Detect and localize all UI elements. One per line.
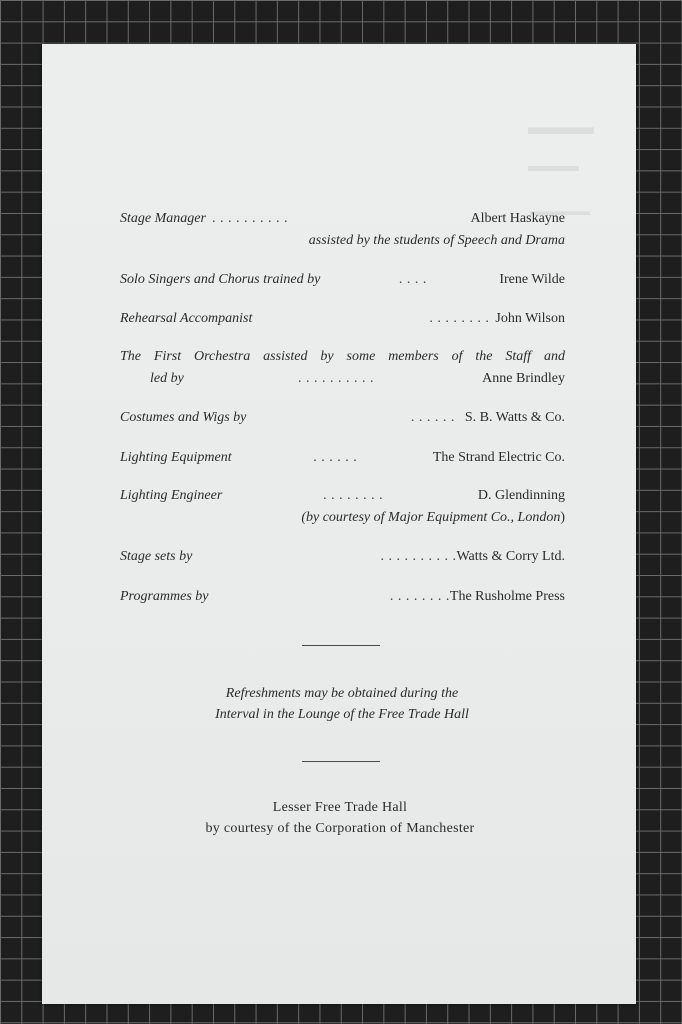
role-word: members [388,349,439,364]
credit-programmes [120,586,565,608]
venue-note [140,797,540,839]
credit-name: John Wilson [495,311,565,326]
credit-role: Costumes and Wigs by [120,410,247,425]
leader-dots: . . . . . . . . . . [211,211,288,226]
leader-dots: . . . . [398,272,427,287]
credit-role: Solo Singers and Chorus trained by [120,272,321,287]
credit-rehearsal-accompanist [120,308,565,330]
role-word: and [543,349,565,364]
role-word: Staff [505,349,532,364]
credit-lighting-engineer [120,485,565,529]
credit-solo-singers [120,269,565,291]
note-company: Major Equipment Co., London [388,510,561,525]
leader-dots: . . . . . . . . [323,488,384,503]
refreshments-line: Refreshments may be obtained during the [225,686,459,701]
credit-first-orchestra [120,346,565,390]
credit-role: Stage Manager [120,211,206,226]
credit-role: Stage sets by [120,549,193,564]
credit-name: The Strand Electric Co. [432,450,565,465]
credit-role-line [120,346,565,368]
credit-costumes [120,407,565,429]
refreshments-note [150,683,534,725]
credit-role: led by [150,371,184,386]
credit-stage-manager [120,208,565,252]
credit-name: Watts & Corry Ltd. [456,549,565,564]
credit-name: D. Glendinning [477,488,565,503]
role-word: of [451,349,463,364]
role-word: The [120,349,141,364]
credit-role: Rehearsal Accompanist [120,311,253,326]
show-through-text: ▬▬▬ [528,156,579,175]
credit-note [120,507,565,529]
leader-dots: . . . . . . [313,450,358,465]
note-prefix: (by courtesy of [301,510,389,525]
leader-dots: . . . . . . . . . . [380,549,457,564]
credit-role: Lighting Engineer [120,488,223,503]
credit-name: Irene Wilde [499,272,565,287]
role-word: Orchestra [194,349,251,364]
credit-name: Albert Haskayne [470,211,565,226]
credit-stage-sets [120,546,565,568]
role-word: by [320,349,334,364]
credit-name: The Rusholme Press [449,589,565,604]
leader-dots: . . . . . . [410,410,455,425]
divider-rule [302,645,380,646]
credit-note: assisted by the students of Speech and Drama [308,233,565,248]
leader-dots: . . . . . . . . [389,589,450,604]
show-through-text: ▬▬▬▬▬ [530,204,590,218]
role-word: some [346,349,376,364]
role-word: the [475,349,493,364]
divider-rule [302,761,380,762]
role-word: assisted [263,349,308,364]
credit-role: Programmes by [120,589,209,604]
venue-line: by courtesy of the Corporation of Manchester [205,821,475,836]
credit-role: Lighting Equipment [120,450,232,465]
leader-dots: . . . . . . . . . . [298,371,374,386]
credit-name: Anne Brindley [482,371,565,386]
role-word: First [153,349,182,364]
show-through-text: ▬▬▬ [528,114,594,139]
note-suffix: ) [560,510,565,525]
credit-name: S. B. Watts & Co. [464,410,565,425]
leader-dots: . . . . . . . . [429,311,490,326]
refreshments-line: Interval in the Lounge of the Free Trade Hall [215,707,469,722]
credit-lighting-equipment [120,447,565,469]
venue-line: Lesser Free Trade Hall [272,800,408,815]
